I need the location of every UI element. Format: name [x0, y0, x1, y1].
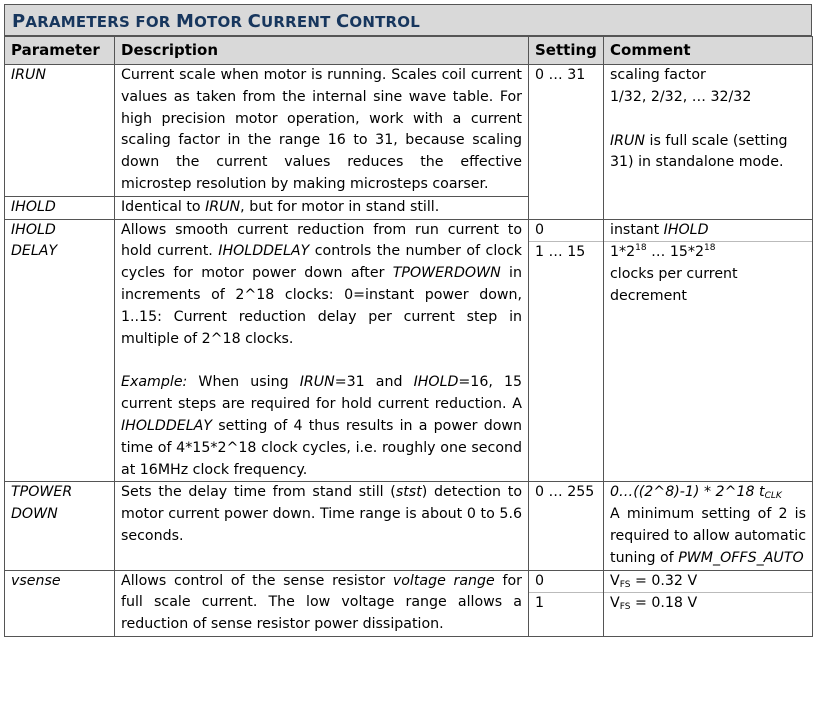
desc-ihold: Identical to IRUN, but for motor in stand still.	[115, 196, 529, 219]
table-row-iholddelay	[5, 219, 813, 482]
header-setting: Setting	[529, 37, 604, 65]
comment-tpowerdown: 0…((2^8)-1) * 2^18 $t_{CLK}$ A minimum setting of 2 is required to allow automatic tuning of PWM_OFFS_AUTO	[604, 482, 813, 570]
table-header-row	[5, 37, 813, 65]
setting-irun: 0 … 31	[529, 65, 604, 220]
param-ihold: IHOLD	[5, 196, 115, 219]
desc-tpowerdown: Sets the delay time from stand still (stst) detection to motor current power down. Time range is about 0 to 5.6 seconds.	[115, 482, 529, 570]
param-tpowerdown: TPOWER DOWN	[5, 482, 115, 570]
param-irun: IRUN	[5, 65, 115, 197]
parameter-table	[4, 36, 813, 637]
setting-iholddelay: 0 1 … 15	[529, 219, 604, 482]
param-vsense: vsense	[5, 570, 115, 636]
header-comment: Comment	[604, 37, 813, 65]
header-description: Description	[115, 37, 529, 65]
desc-irun: Current scale when motor is running. Scales coil current values as taken from the internal sine wave table. For high precision motor operation, work with a current scaling factor in the range 16 to 31, because scaling down the current values reduces the effective microstep resolution by making microsteps coarser.	[115, 65, 529, 197]
desc-vsense: Allows control of the sense resistor voltage range for full scale current. The low voltage range allows a reduction of sense resistor power dissipation.	[115, 570, 529, 636]
table-row-irun	[5, 65, 813, 197]
comment-vsense: $V_{FS} = 0.32$ V $V_{FS} = 0.18$ V	[604, 570, 813, 636]
setting-vsense: 0 1	[529, 570, 604, 636]
setting-tpowerdown: 0 … 255	[529, 482, 604, 570]
desc-iholddelay: Allows smooth current reduction from run current to hold current. IHOLDDELAY controls the number of clock cycles for motor power down after TPOWERDOWN in increments of 2^18 clocks: 0=instant power down, 1..15: Current reduction delay per current step in multiple of 2^18 clocks. Example: When using IRUN=31 and IHOLD=16, 15 current steps are required for hold current reduction. A IHOLDDELAY setting of 4 thus results in a power down time of 4*15*2^18 clock cycles, i.e. roughly one second at 16MHz clock frequency.	[115, 219, 529, 482]
parameter-table-container	[4, 4, 812, 637]
comment-iholddelay: instant IHOLD $1*2^{18}$ … $15*2^{18}$ clocks per current decrement	[604, 219, 813, 482]
table-title: PARAMETERS FOR MOTOR CURRENT CONTROL	[4, 4, 812, 36]
table-row-tpowerdown	[5, 482, 813, 570]
table-row-vsense	[5, 570, 813, 636]
header-parameter: Parameter	[5, 37, 115, 65]
comment-irun: scaling factor 1/32, 2/32, … 32/32 IRUN is full scale (setting 31) in standalone mode.	[604, 65, 813, 220]
param-iholddelay: IHOLD DELAY	[5, 219, 115, 482]
